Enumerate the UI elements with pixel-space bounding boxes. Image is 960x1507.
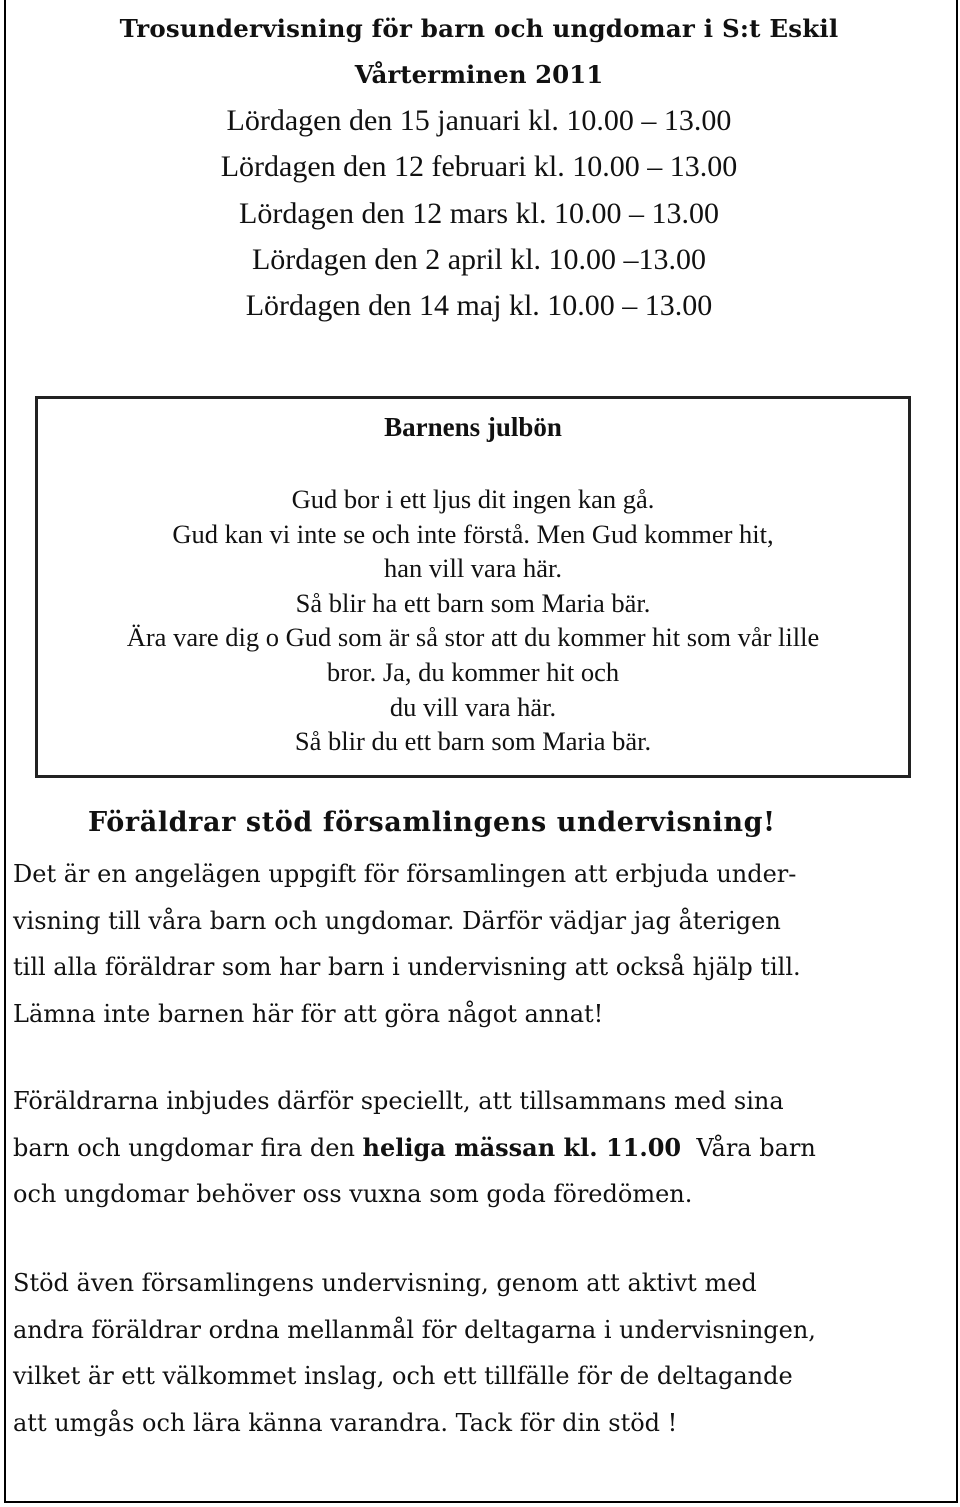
prayer-line-5: Ära vare dig o Gud som är så stor att du kommer hit som vår lille xyxy=(126,622,820,653)
prayer-line-1: Gud bor i ett ljus dit ingen kan gå. xyxy=(291,484,655,514)
mass-time-highlight: heliga mässan kl. 11.00 xyxy=(362,1132,682,1162)
date-line-2: Lördagen den 12 februari kl. 10.00 – 13.00 xyxy=(220,150,738,184)
paragraph-line: Det är en angelägen uppgift för församlingen att erbjuda under- xyxy=(13,860,797,888)
paragraph-line: att umgås och lära känna varandra. Tack för din stöd ! xyxy=(13,1408,678,1437)
prayer-title: Barnens julbön xyxy=(384,412,562,442)
prayer-line-6: bror. Ja, du kommer hit och xyxy=(326,656,620,687)
parents-support-heading: Föräldrar stöd församlingens undervisning! xyxy=(88,807,776,838)
prayer-line-7: du vill vara här. xyxy=(389,691,557,722)
paragraph-text: barn och ungdomar fira den xyxy=(13,1133,363,1162)
paragraph-line: Lämna inte barnen här för att göra något annat! xyxy=(13,999,604,1028)
prayer-line-2: Gud kan vi inte se och inte förstå. Men Gud kommer hit, xyxy=(172,518,774,549)
paragraph-line xyxy=(13,1125,948,1172)
date-line-3: Lördagen den 12 mars kl. 10.00 – 13.00 xyxy=(239,196,719,230)
christmas-prayer-box xyxy=(35,396,911,778)
paragraph-line: till alla föräldrar som har barn i undervisning att också hjälp till. xyxy=(13,953,801,981)
paragraph-mass-invitation xyxy=(13,1078,948,1218)
paragraph-line: visning till våra barn och ungdomar. Därför vädjar jag återigen xyxy=(13,906,781,935)
paragraph-text: Våra barn xyxy=(681,1133,816,1162)
prayer-line-4: Så blir ha ett barn som Maria bär. xyxy=(295,587,651,618)
schedule-header xyxy=(4,0,954,329)
paragraph-line: Föräldrarna inbjudes därför speciellt, att tillsammans med sina xyxy=(13,1087,784,1115)
term-title: Vårterminen 2011 xyxy=(354,60,604,89)
paragraph-line: och ungdomar behöver oss vuxna som goda föredömen. xyxy=(13,1180,693,1208)
document-title: Trosundervisning för barn och ungdomar i S:t Eskil xyxy=(119,14,839,43)
paragraph-appeal xyxy=(13,851,948,1037)
paragraph-line: vilket är ett välkommet inslag, och ett tillfälle för de deltagande xyxy=(13,1362,793,1390)
paragraph-line: Stöd även församlingens undervisning, genom att aktivt med xyxy=(13,1269,757,1297)
paragraph-snack-support xyxy=(13,1260,948,1446)
date-line-4: Lördagen den 2 april kl. 10.00 –13.00 xyxy=(251,242,707,276)
prayer-line-8: Så blir du ett barn som Maria bär. xyxy=(294,726,652,757)
prayer-line-3: han vill vara här. xyxy=(383,553,563,584)
date-line-1: Lördagen den 15 januari kl. 10.00 – 13.00 xyxy=(226,104,732,137)
date-line-5: Lördagen den 14 maj kl. 10.00 – 13.00 xyxy=(245,289,713,323)
paragraph-line: andra föräldrar ordna mellanmål för deltagarna i undervisningen, xyxy=(13,1315,816,1344)
